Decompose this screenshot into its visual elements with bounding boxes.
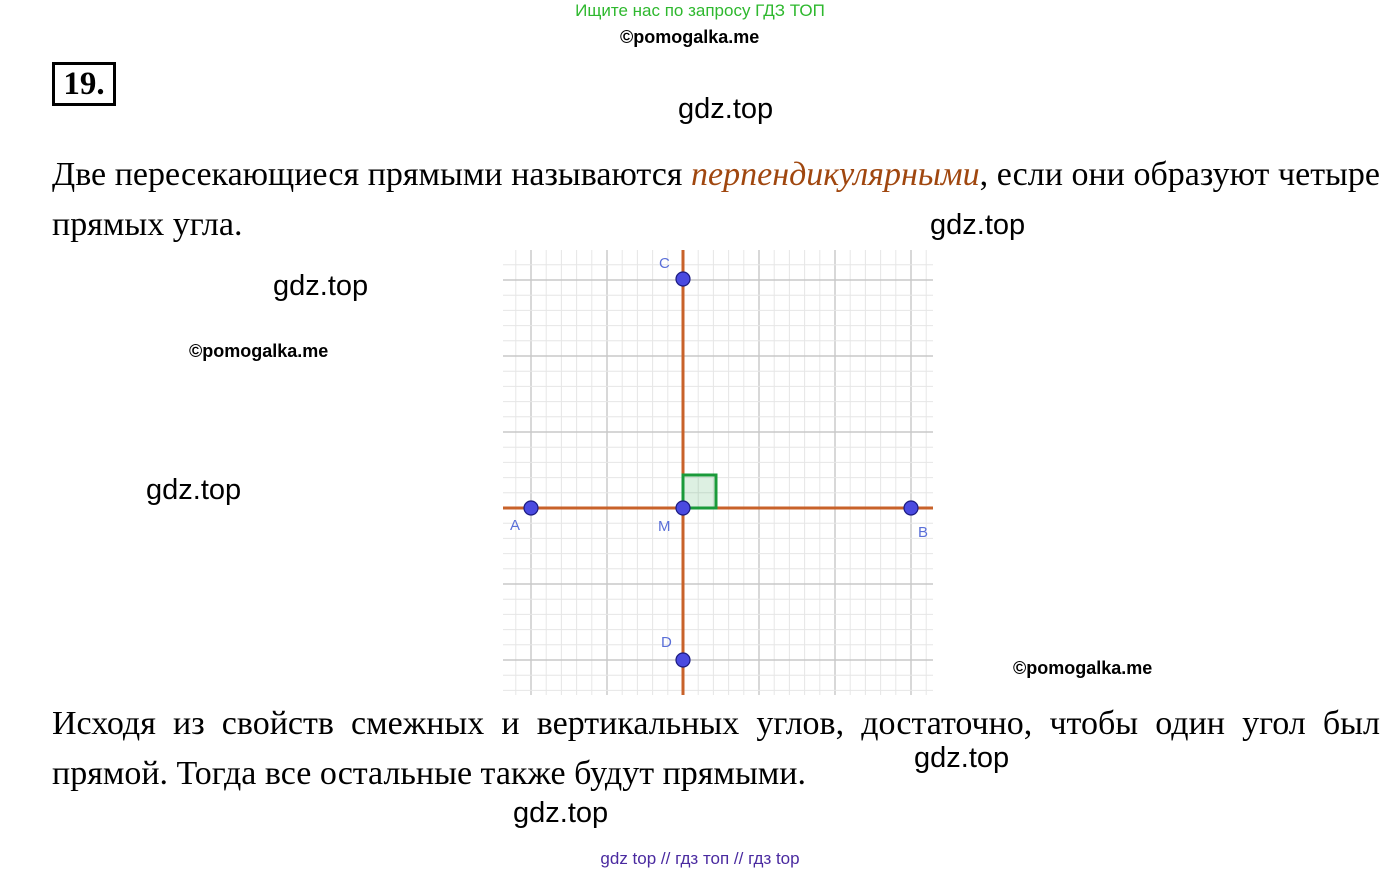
watermark-gdz: gdz.top bbox=[678, 93, 774, 125]
watermark-copyright: ©pomogalka.me bbox=[189, 341, 329, 361]
watermark-gdz: gdz.top bbox=[513, 797, 609, 829]
definition-text-start: Две пересекающиеся прямыми называются bbox=[52, 156, 692, 193]
watermark-gdz: gdz.top bbox=[914, 742, 1010, 774]
label-m: M bbox=[658, 518, 671, 535]
point-b bbox=[904, 501, 918, 515]
label-b: B bbox=[918, 524, 929, 541]
point-d bbox=[676, 653, 690, 667]
point-c bbox=[676, 272, 690, 286]
watermark-gdz: gdz.top bbox=[146, 474, 242, 506]
label-a: A bbox=[510, 517, 521, 534]
perpendicular-lines-figure bbox=[503, 250, 933, 695]
search-hint: Ищите нас по запросу ГДЗ ТОП bbox=[575, 1, 825, 20]
explanation-paragraph: Исходя из свойств смежных и вертикальных углов, достаточно, чтобы один угол был прямой. Тогда все остальные также будут прямыми. bbox=[52, 705, 1380, 792]
label-c: C bbox=[659, 255, 670, 272]
figure-canvas bbox=[503, 250, 933, 695]
task-number: 19. bbox=[52, 62, 116, 106]
point-a bbox=[524, 501, 538, 515]
definition-text-end: , если они образуют четыре прямых угла. bbox=[52, 156, 1380, 243]
definition-paragraph bbox=[52, 150, 1380, 250]
figure-grid bbox=[503, 250, 933, 695]
point-m bbox=[676, 501, 690, 515]
watermark-gdz: gdz.top bbox=[930, 209, 1026, 241]
watermark-gdz: gdz.top bbox=[273, 270, 369, 302]
label-d: D bbox=[661, 634, 672, 651]
watermark-copyright: ©pomogalka.me bbox=[1013, 658, 1153, 678]
footer-links: gdz top // гдз топ // гдз top bbox=[600, 849, 800, 868]
header-copyright: ©pomogalka.me bbox=[620, 27, 760, 47]
definition-term: перпендикулярными bbox=[691, 156, 980, 193]
